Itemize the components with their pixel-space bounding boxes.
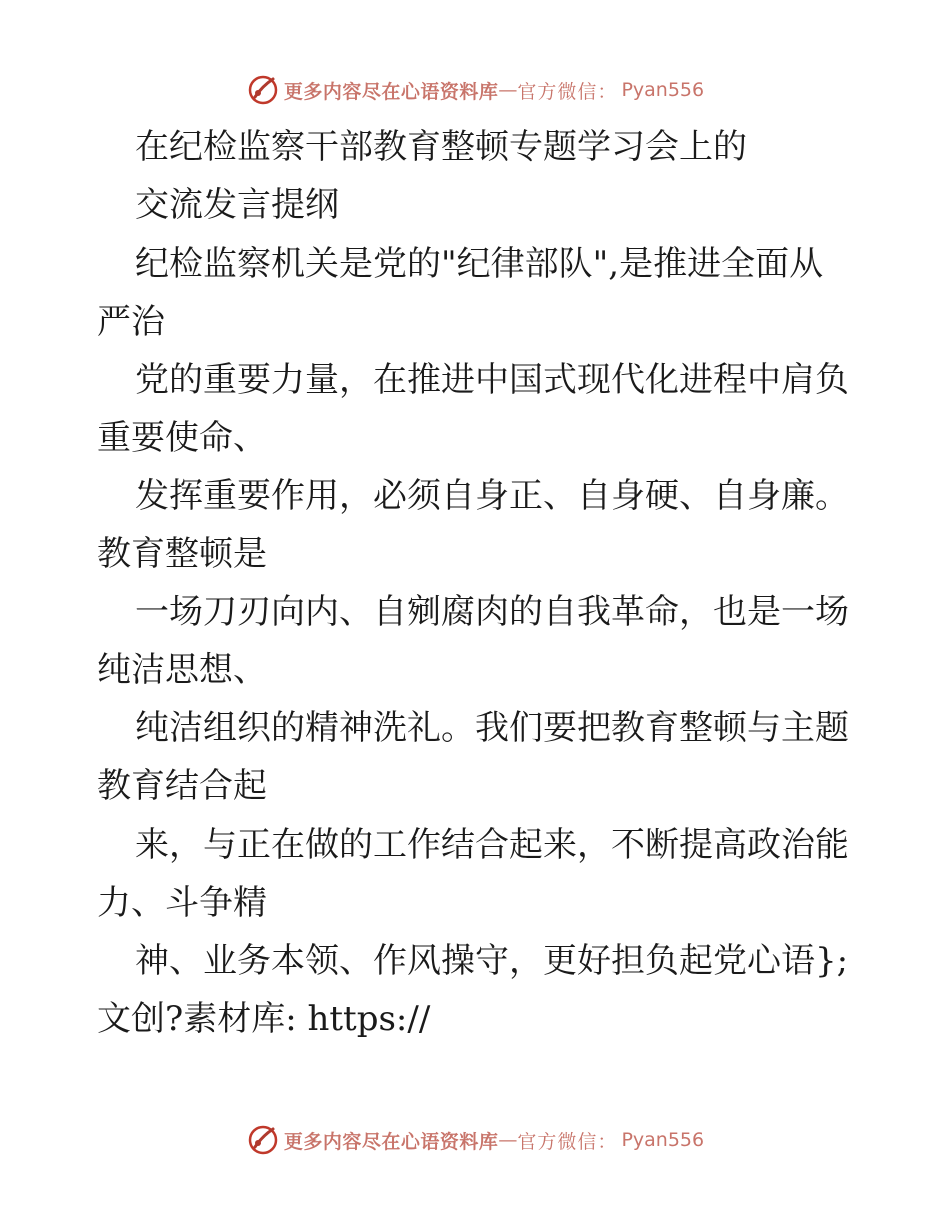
ink-brush-logo-icon xyxy=(246,73,280,107)
watermark-wechat-id: Pyan556 xyxy=(621,1129,705,1151)
document-title-line-1: 在纪检监察干部教育整顿专题学习会上的 xyxy=(135,127,747,167)
footer-watermark xyxy=(0,1120,950,1160)
watermark-sub-text: 官方微信： xyxy=(517,1130,618,1153)
paragraph-line: 纯洁组织的精神洗礼。我们要把教育整顿与主题 xyxy=(135,708,849,748)
paragraph-line: 纯洁思想、 xyxy=(97,650,267,690)
paragraph-line: 来，与正在做的工作结合起来，不断提高政治能 xyxy=(135,825,849,865)
paragraph-line: 发挥重要作用，必须自身正、自身硬、自身廉。 xyxy=(135,476,849,516)
paragraph-line: 教育结合起 xyxy=(97,766,267,806)
header-watermark xyxy=(0,70,950,110)
ink-brush-logo-icon xyxy=(246,1123,280,1157)
paragraph-line: 教育整顿是 xyxy=(97,534,267,574)
paragraph-line: 严治 xyxy=(97,302,165,342)
paragraph-line: 力、斗争精 xyxy=(97,883,267,923)
watermark-main-text: 更多内容尽在心语资料库 xyxy=(283,1130,499,1153)
document-title-line-2: 交流发言提纲 xyxy=(135,185,339,225)
watermark-separator: — xyxy=(498,1129,518,1151)
paragraph-line: 神、业务本领、作风操守，更好担负起党心语}; xyxy=(135,941,849,981)
watermark-main-text: 更多内容尽在心语资料库 xyxy=(283,80,499,103)
paragraph-line: 纪检监察机关是党的"纪律部队",是推进全面从 xyxy=(135,244,824,284)
watermark-wechat-id: Pyan556 xyxy=(621,79,705,101)
watermark-separator: — xyxy=(498,79,518,101)
paragraph-line: 文创?素材库: https:// xyxy=(97,999,431,1039)
paragraph-line: 一场刀刃向内、自剜腐肉的自我革命，也是一场 xyxy=(135,592,849,632)
watermark-sub-text: 官方微信： xyxy=(517,80,618,103)
paragraph-line: 重要使命、 xyxy=(97,418,267,458)
paragraph-line: 党的重要力量，在推进中国式现代化进程中肩负 xyxy=(135,360,849,400)
